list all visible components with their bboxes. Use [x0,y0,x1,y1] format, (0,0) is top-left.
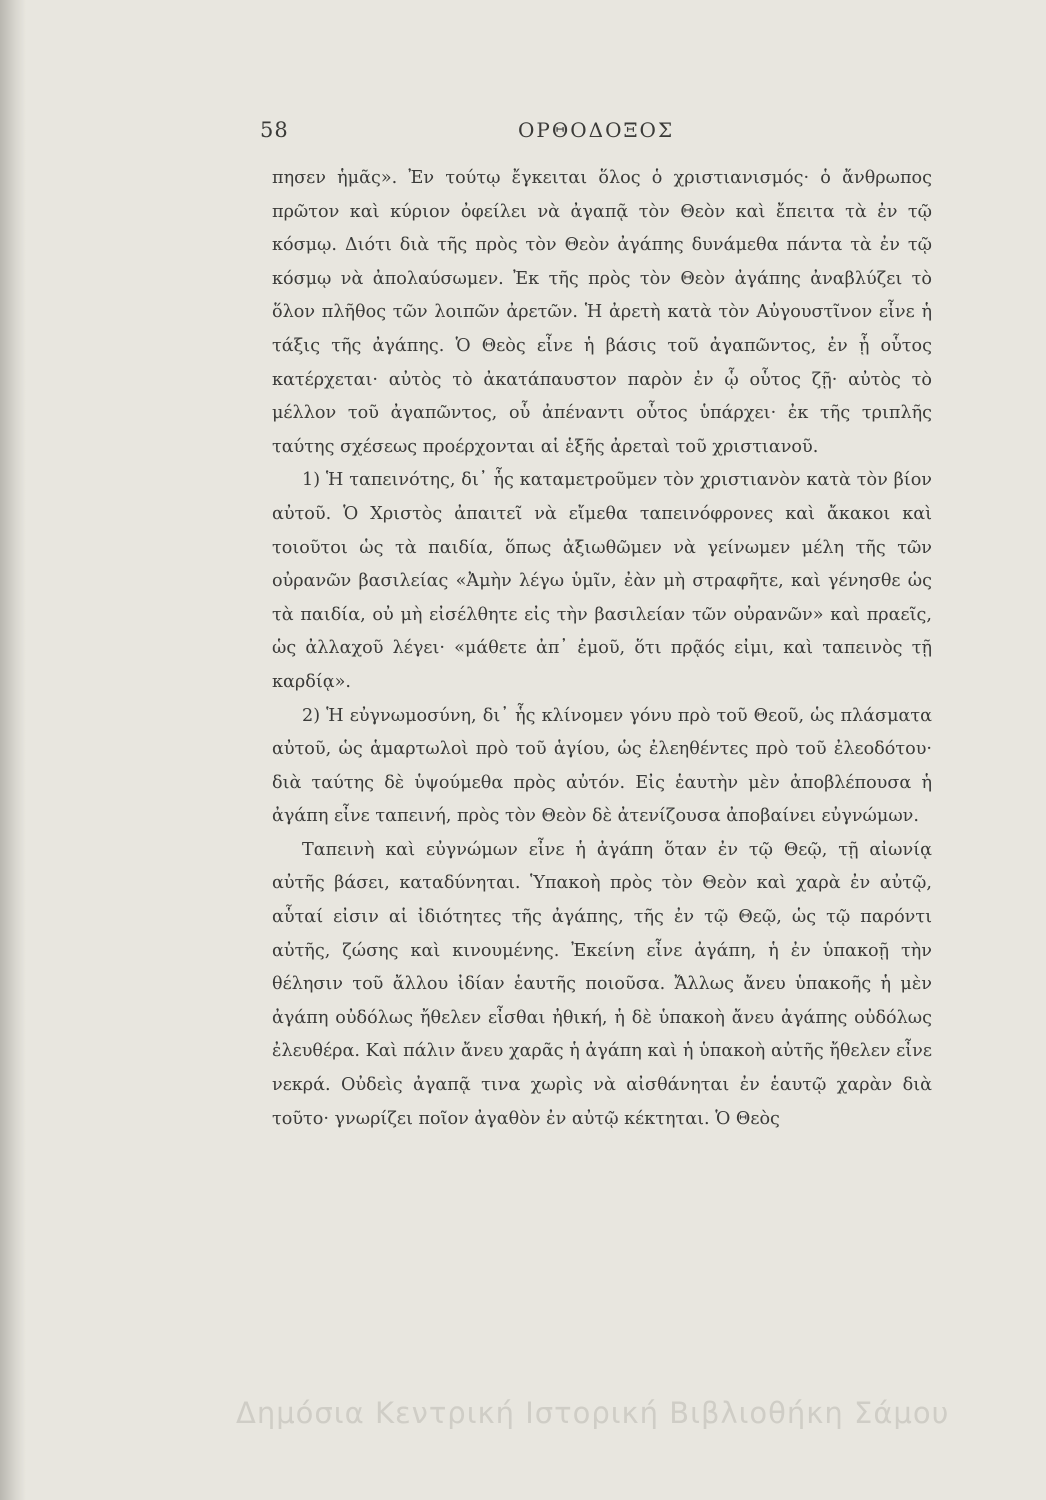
paragraph-3: 2) Ἡ εὐγνωμοσύνη, δι᾽ ἧς κλίνομεν γόνυ πρὸ τοῦ Θεοῦ, ὡς πλάσματα αὐτοῦ, ὡς ἁμαρτωλοὶ πρὸ τοῦ ἁγίου, ὡς ἐλεηθέντες πρὸ τοῦ ἐλεοδότου· διὰ ταύτης δὲ ὑψούμεθα πρὸς αὐτόν. Εἰς ἑαυτὴν μὲν ἀποβλέπουσα ἡ ἀγάπη εἶνε ταπεινή, πρὸς τὸν Θεὸν δὲ ἀτενίζουσα ἀποβαίνει εὐγνώμων. [272,705,932,827]
paragraph-2: 1) Ἡ ταπεινότης, δι᾽ ἧς καταμετροῦμεν τὸν χριστιανὸν κατὰ τὸν βίον αὐτοῦ. Ὁ Χριστὸς ἀπαιτεῖ νὰ εἴμεθα ταπεινόφρονες καὶ ἄκακοι καὶ τοιοῦτοι ὡς τὰ παιδία, ὅπως ἀξιωθῶμεν νὰ γείνωμεν μέλη τῆς τῶν οὐρανῶν βασιλείας «Ἀμὴν λέγω ὑμῖν, ἐὰν μὴ στραφῆτε, καὶ γένησθε ὡς τὰ παιδία, οὐ μὴ εἰσέλθητε εἰς τὴν βασιλείαν τῶν οὐρανῶν» καὶ πραεῖς, ὡς ἀλλαχοῦ λέγει· «μάθετε ἀπ᾽ ἐμοῦ, ὅτι πρᾷός εἰμι, καὶ ταπεινὸς τῇ καρδίᾳ». [272,470,932,692]
library-watermark: Δημόσια Κεντρική Ιστορική Βιβλιοθήκη Σάμου [236,1396,950,1430]
body-text [272,162,932,1136]
running-head-title: ΟΡΘΟΔΟΞΟΣ [518,118,675,142]
paragraph-1: πησεν ἡμᾶς». Ἐν τούτῳ ἔγκειται ὅλος ὁ χριστιανισμός· ὁ ἄνθρωπος πρῶτον καὶ κύριον ὀφείλει νὰ ἀγαπᾷ τὸν Θεὸν καὶ ἔπειτα τὰ ἐν τῷ κόσμῳ. Διότι διὰ τῆς πρὸς τὸν Θεὸν ἀγάπης δυνάμεθα πάντα τὰ ἐν τῷ κόσμῳ νὰ ἀπολαύσωμεν. Ἐκ τῆς πρὸς τὸν Θεὸν ἀγάπης ἀναβλύζει τὸ ὅλον πλῆθος τῶν λοιπῶν ἀρετῶν. Ἡ ἀρετὴ κατὰ τὸν Αὐγουστῖνον εἶνε ἡ τάξις τῆς ἀγάπης. Ὁ Θεὸς εἶνε ἡ βάσις τοῦ ἀγαπῶντος, ἐν ᾗ οὗτος κατέρχεται· αὐτὸς τὸ ἀκατάπαυστον παρὸν ἐν ᾧ οὗτος ζῇ· αὐτὸς τὸ μέλλον τοῦ ἀγαπῶντος, οὗ ἀπέναντι οὗτος ὑπάρχει· ἐκ τῆς τριπλῆς ταύτης σχέσεως προέρχονται αἱ ἑξῆς ἀρεταὶ τοῦ χριστιανοῦ. [272,168,932,457]
paragraph-4: Ταπεινὴ καὶ εὐγνώμων εἶνε ἡ ἀγάπη ὅταν ἐν τῷ Θεῷ, τῇ αἰωνίᾳ αὐτῆς βάσει, καταδύνηται. Ὑπακοὴ πρὸς τὸν Θεὸν καὶ χαρὰ ἐν αὐτῷ, αὗταί εἰσιν αἱ ἰδιότητες τῆς ἀγάπης, τῆς ἐν τῷ Θεῷ, ὡς τῷ παρόντι αὐτῆς, ζώσης καὶ κινουμένης. Ἐκείνη εἶνε ἀγάπη, ἡ ἐν ὑπακοῇ τὴν θέλησιν τοῦ ἄλλου ἰδίαν ἑαυτῆς ποιοῦσα. Ἄλλως ἄνευ ὑπακοῆς ἡ μὲν ἀγάπη οὐδόλως ἤθελεν εἶσθαι ἠθική, ἡ δὲ ὑπακοὴ ἄνευ ἀγάπης οὐδόλως ἐλευθέρα. Καὶ πάλιν ἄνευ χαρᾶς ἡ ἀγάπη καὶ ἡ ὑπακοὴ αὐτῆς ἤθελεν εἶνε νεκρά. Οὐδεὶς ἀγαπᾷ τινα χωρὶς νὰ αἰσθάνηται ἐν ἑαυτῷ χαρὰν διὰ τοῦτο· γνωρίζει ποῖον ἀγαθὸν ἐν αὐτῷ κέκτηται. Ὁ Θεὸς [272,839,932,1129]
page-number: 58 [260,118,289,142]
book-spine-shadow [0,0,26,1500]
